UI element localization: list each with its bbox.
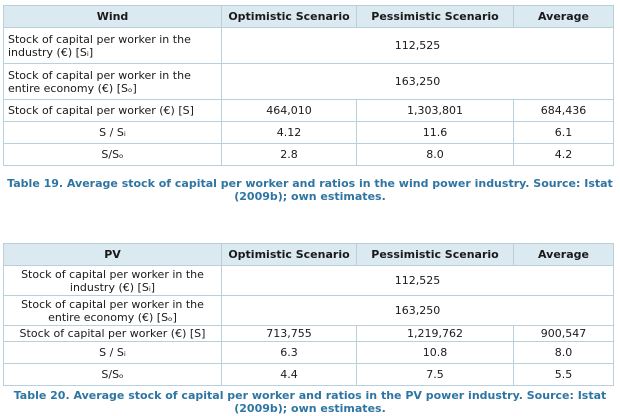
cell-average: 5.5 — [514, 364, 614, 386]
merged-value: 112,525 — [222, 28, 614, 64]
header-optimistic: Optimistic Scenario — [222, 244, 357, 266]
table-row — [4, 28, 614, 64]
cell-optimistic: 2.8 — [222, 144, 357, 166]
header-average: Average — [514, 6, 614, 28]
cell-optimistic: 6.3 — [222, 342, 357, 364]
cell-average: 6.1 — [514, 122, 614, 144]
row-label: S/Sₒ — [4, 364, 222, 386]
cell-pessimistic: 7.5 — [357, 364, 514, 386]
row-label: Stock of capital per worker in the industry (€) [Sᵢ] — [4, 28, 222, 64]
row-label: S/Sₒ — [4, 144, 222, 166]
wind-table — [3, 5, 614, 166]
table-row — [4, 296, 614, 326]
cell-pessimistic: 8.0 — [357, 144, 514, 166]
table-row — [4, 64, 614, 100]
cell-optimistic: 4.4 — [222, 364, 357, 386]
row-label: S / Sᵢ — [4, 342, 222, 364]
cell-pessimistic: 10.8 — [357, 342, 514, 364]
cell-average: 4.2 — [514, 144, 614, 166]
cell-average: 900,547 — [514, 326, 614, 342]
header-pv: PV — [4, 244, 222, 266]
table-header-row — [4, 244, 614, 266]
table-row — [4, 326, 614, 342]
table-row — [4, 100, 614, 122]
cell-pessimistic: 1,303,801 — [357, 100, 514, 122]
row-label: Stock of capital per worker (€) [S] — [4, 326, 222, 342]
cell-average: 684,436 — [514, 100, 614, 122]
header-optimistic: Optimistic Scenario — [222, 6, 357, 28]
merged-value: 112,525 — [222, 266, 614, 296]
table-row — [4, 364, 614, 386]
header-pessimistic: Pessimistic Scenario — [357, 244, 514, 266]
table-row — [4, 266, 614, 296]
table-header-row — [4, 6, 614, 28]
table-row — [4, 122, 614, 144]
cell-optimistic: 464,010 — [222, 100, 357, 122]
merged-value: 163,250 — [222, 296, 614, 326]
cell-average: 8.0 — [514, 342, 614, 364]
table-row — [4, 144, 614, 166]
header-wind: Wind — [4, 6, 222, 28]
table-20-caption: Table 20. Average stock of capital per worker and ratios in the PV power industry. Source: Istat (2009b); own estimates. — [13, 389, 607, 415]
table-row — [4, 342, 614, 364]
merged-value: 163,250 — [222, 64, 614, 100]
header-pessimistic: Pessimistic Scenario — [357, 6, 514, 28]
cell-pessimistic: 1,219,762 — [357, 326, 514, 342]
row-label: S / Sᵢ — [4, 122, 222, 144]
row-label: Stock of capital per worker (€) [S] — [4, 100, 222, 122]
cell-optimistic: 713,755 — [222, 326, 357, 342]
row-label: Stock of capital per worker in the entire economy (€) [Sₒ] — [4, 296, 222, 326]
cell-pessimistic: 11.6 — [357, 122, 514, 144]
cell-optimistic: 4.12 — [222, 122, 357, 144]
table-19-caption: Table 19. Average stock of capital per worker and ratios in the wind power industry. Source: Istat (2009b); own estimates. — [7, 177, 613, 203]
row-label: Stock of capital per worker in the entire economy (€) [Sₒ] — [4, 64, 222, 100]
row-label: Stock of capital per worker in the industry (€) [Sᵢ] — [4, 266, 222, 296]
header-average: Average — [514, 244, 614, 266]
pv-table — [3, 243, 614, 386]
